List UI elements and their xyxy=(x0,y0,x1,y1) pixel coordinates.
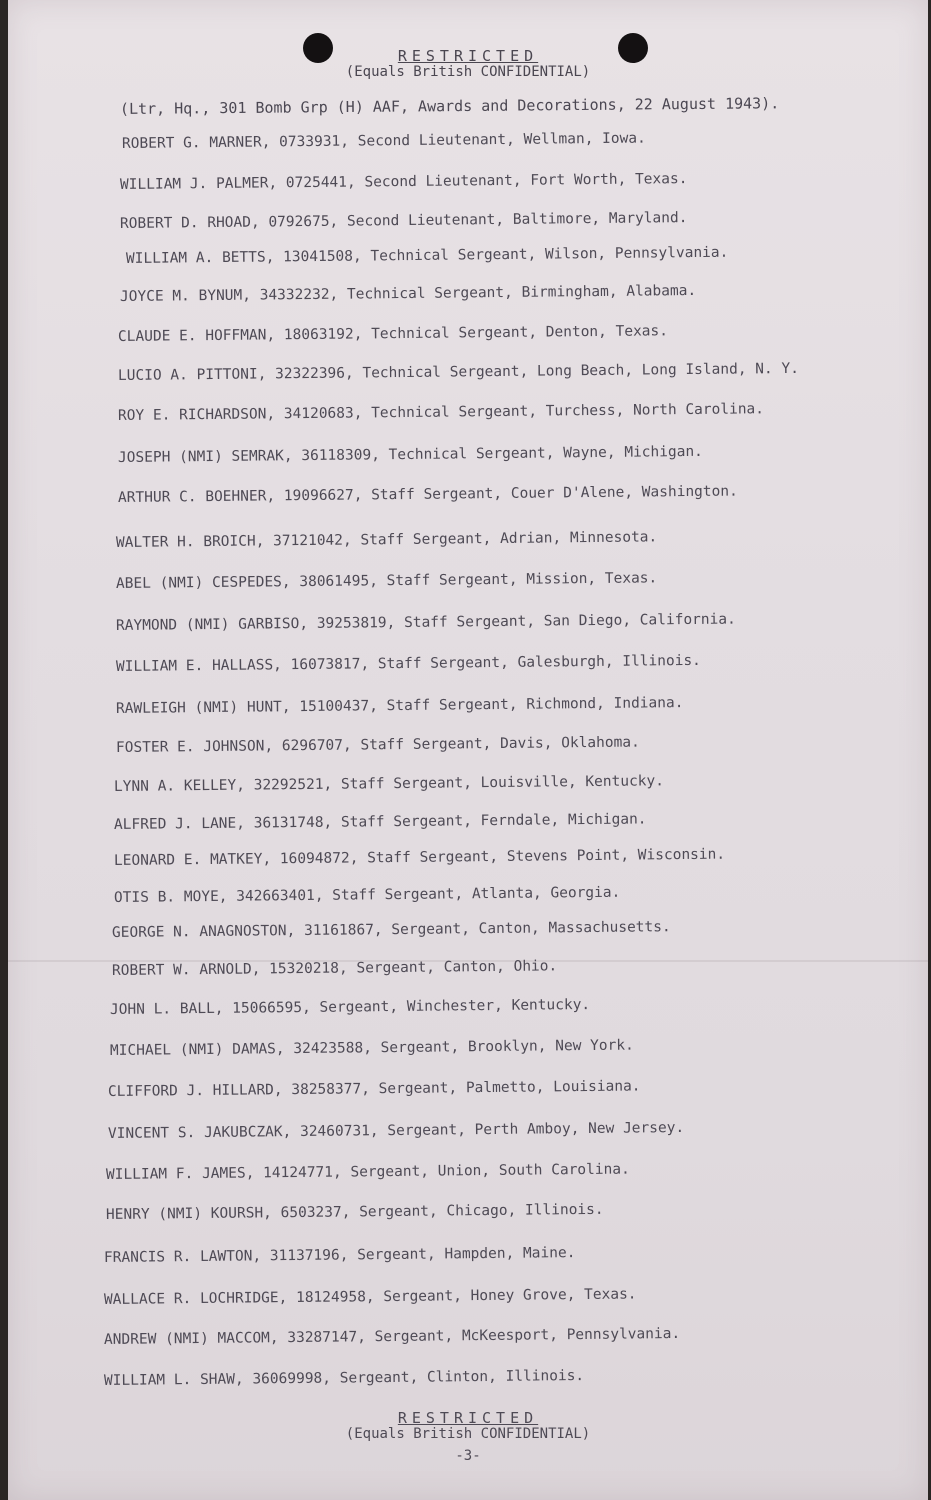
list-item: VINCENT S. JAKUBCZAK, 32460731, Sergeant, Perth Amboy, New Jersey. xyxy=(107,1119,685,1142)
footer-classification: RESTRICTED xyxy=(397,1409,539,1427)
page-number: -3- xyxy=(455,1448,481,1464)
list-item: CLIFFORD J. HILLARD, 38258377, Sergeant, Palmetto, Louisiana. xyxy=(107,1078,641,1100)
list-item: FRANCIS R. LAWTON, 31137196, Sergeant, Hampden, Maine. xyxy=(103,1245,576,1266)
list-item: ARTHUR C. BOEHNER, 19096627, Staff Sergeant, Couer D'Alene, Washington. xyxy=(117,483,738,506)
list-item: CLAUDE E. HOFFMAN, 18063192, Technical Sergeant, Denton, Texas. xyxy=(117,323,669,345)
list-item: JOSEPH (NMI) SEMRAK, 36118309, Technical Sergeant, Wayne, Michigan. xyxy=(117,443,703,466)
classification-footer xyxy=(8,1410,928,1464)
list-item: LEONARD E. MATKEY, 16094872, Staff Sergeant, Stevens Point, Wisconsin. xyxy=(113,846,726,869)
list-item: ANDREW (NMI) MACCOM, 33287147, Sergeant, McKeesport, Pennsylvania. xyxy=(103,1325,681,1348)
list-item: LYNN A. KELLEY, 32292521, Staff Sergeant, Louisville, Kentucky. xyxy=(113,773,665,795)
list-item: GEORGE N. ANAGNOSTON, 31161867, Sergeant, Canton, Massachusetts. xyxy=(111,919,671,941)
letter-reference: (Ltr, Hq., 301 Bomb Grp (H) AAF, Awards and Decorations, 22 August 1943). xyxy=(119,94,780,118)
document-page xyxy=(8,0,928,1500)
list-item: WILLIAM E. HALLASS, 16073817, Staff Sergeant, Galesburgh, Illinois. xyxy=(115,652,701,675)
list-item: RAWLEIGH (NMI) HUNT, 15100437, Staff Sergeant, Richmond, Indiana. xyxy=(115,695,684,717)
list-item: WILLIAM A. BETTS, 13041508, Technical Sergeant, Wilson, Pennsylvania. xyxy=(125,244,729,267)
list-item: OTIS B. MOYE, 342663401, Staff Sergeant, Atlanta, Georgia. xyxy=(113,884,621,906)
header-equivalent: (Equals British CONFIDENTIAL) xyxy=(345,64,591,80)
list-item: WILLIAM F. JAMES, 14124771, Sergeant, Union, South Carolina. xyxy=(105,1161,630,1183)
list-item: WILLIAM L. SHAW, 36069998, Sergeant, Clinton, Illinois. xyxy=(103,1367,585,1389)
list-item: WALTER H. BROICH, 37121042, Staff Sergeant, Adrian, Minnesota. xyxy=(115,529,658,551)
list-item: ROBERT G. MARNER, 0733931, Second Lieutenant, Wellman, Iowa. xyxy=(121,130,646,152)
list-item: MICHAEL (NMI) DAMAS, 32423588, Sergeant, Brooklyn, New York. xyxy=(109,1037,634,1059)
footer-equivalent: (Equals British CONFIDENTIAL) xyxy=(345,1426,591,1442)
list-item: RAYMOND (NMI) GARBISO, 39253819, Staff Sergeant, San Diego, California. xyxy=(115,611,736,634)
list-item: ROBERT D. RHOAD, 0792675, Second Lieutenant, Baltimore, Maryland. xyxy=(119,210,688,232)
awardee-list xyxy=(8,0,928,1500)
list-item: FOSTER E. JOHNSON, 6296707, Staff Sergeant, Davis, Oklahoma. xyxy=(115,734,640,756)
list-item: JOYCE M. BYNUM, 34332232, Technical Sergeant, Birmingham, Alabama. xyxy=(119,282,697,305)
list-item: WILLIAM J. PALMER, 0725441, Second Lieutenant, Fort Worth, Texas. xyxy=(119,171,688,193)
list-item: JOHN L. BALL, 15066595, Sergeant, Winchester, Kentucky. xyxy=(109,996,591,1018)
list-item: WALLACE R. LOCHRIDGE, 18124958, Sergeant, Honey Grove, Texas. xyxy=(103,1286,637,1308)
list-item: LUCIO A. PITTONI, 32322396, Technical Sergeant, Long Beach, Long Island, N. Y. xyxy=(117,360,799,384)
header-classification: RESTRICTED xyxy=(397,47,539,65)
list-item: ABEL (NMI) CESPEDES, 38061495, Staff Sergeant, Mission, Texas. xyxy=(115,570,658,592)
list-item: ROBERT W. ARNOLD, 15320218, Sergeant, Canton, Ohio. xyxy=(111,958,558,979)
list-item: HENRY (NMI) KOURSH, 6503237, Sergeant, Chicago, Illinois. xyxy=(105,1201,604,1223)
list-item: ALFRED J. LANE, 36131748, Staff Sergeant, Ferndale, Michigan. xyxy=(113,811,647,833)
list-item: ROY E. RICHARDSON, 34120683, Technical Sergeant, Turchess, North Carolina. xyxy=(117,401,765,424)
